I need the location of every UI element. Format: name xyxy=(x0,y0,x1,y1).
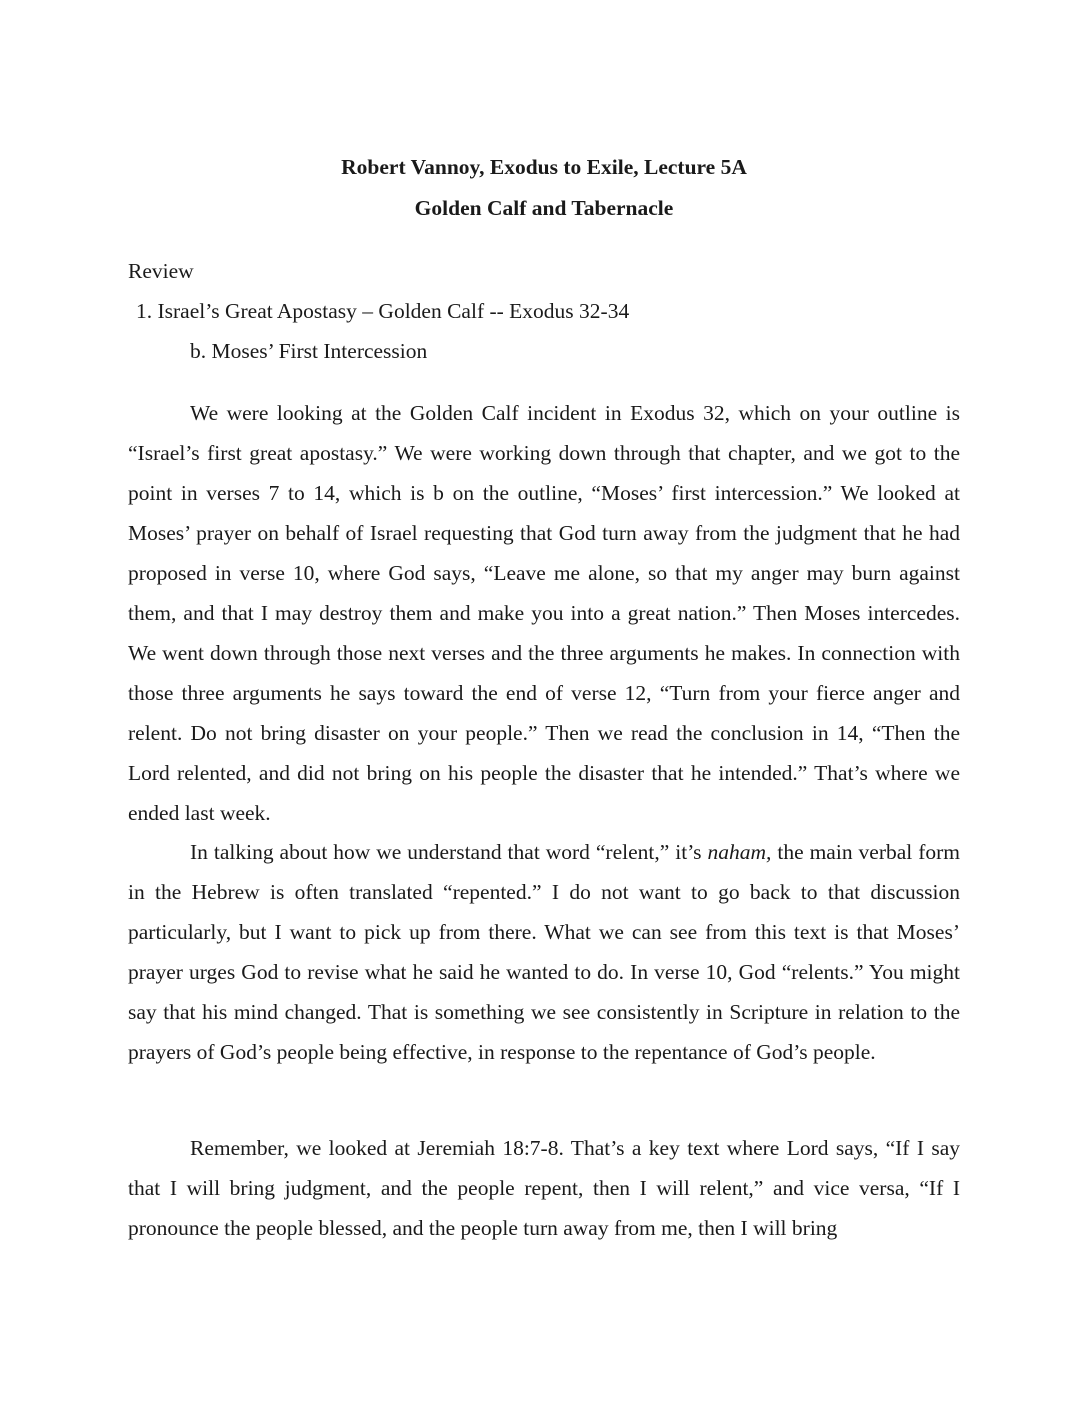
outline-review-heading: Review xyxy=(128,259,194,283)
paragraph-1: We were looking at the Golden Calf incident in Exodus 32, which on your outline is “Israel’s first great apostasy.” We were working down through that chapter, and we got to the point in verses 7 to 14, which is b on the outline, “Moses’ first intercession.” We looked at Moses’ prayer on behalf of Israel requesting that God turn away from the judgment that he had proposed in verse 10, where God says, “Leave me alone, so that my anger may burn against them, and that I may destroy them and make you into a great nation.” Then Moses intercedes. We went down through those next verses and the three arguments he makes. In connection with those three arguments he says toward the end of verse 12, “Turn from your fierce anger and relent. Do not bring disaster on your people.” Then we read the conclusion in 14, “Then the Lord relented, and did not bring on his people the disaster that he intended.” That’s where we ended last week. xyxy=(128,401,960,825)
outline-item-b: b. Moses’ First Intercession xyxy=(190,339,428,363)
paragraph-2 xyxy=(128,832,960,1072)
document-title: Robert Vannoy, Exodus to Exile, Lecture 5A xyxy=(341,155,747,179)
hebrew-term: naham, xyxy=(707,840,772,864)
paragraph-2-text-end: the main verbal form in the Hebrew is often translated “repented.” I do not want to go back to that discussion particularly, but I want to pick up from there. What we can see from this text is that Moses’ prayer urges God to revise what he said he wanted to do. In verse 10, God “relents.” You might say that his mind changed. That is something we see consistently in Scripture in relation to the prayers of God’s people being effective, in response to the repentance of God’s people. xyxy=(128,840,960,1064)
paragraph-2-text-start: In talking about how we understand that word “relent,” it’s xyxy=(190,840,708,864)
outline-item-1: 1. Israel’s Great Apostasy – Golden Calf -- Exodus 32-34 xyxy=(136,299,630,323)
paragraph-3: Remember, we looked at Jeremiah 18:7-8. That’s a key text where Lord says, “If I say that I will bring judgment, and the people repent, then I will relent,” and vice versa, “If I pronounce the people blessed, and the people turn away from me, then I will bring xyxy=(128,1136,960,1240)
document-subtitle: Golden Calf and Tabernacle xyxy=(414,196,674,220)
